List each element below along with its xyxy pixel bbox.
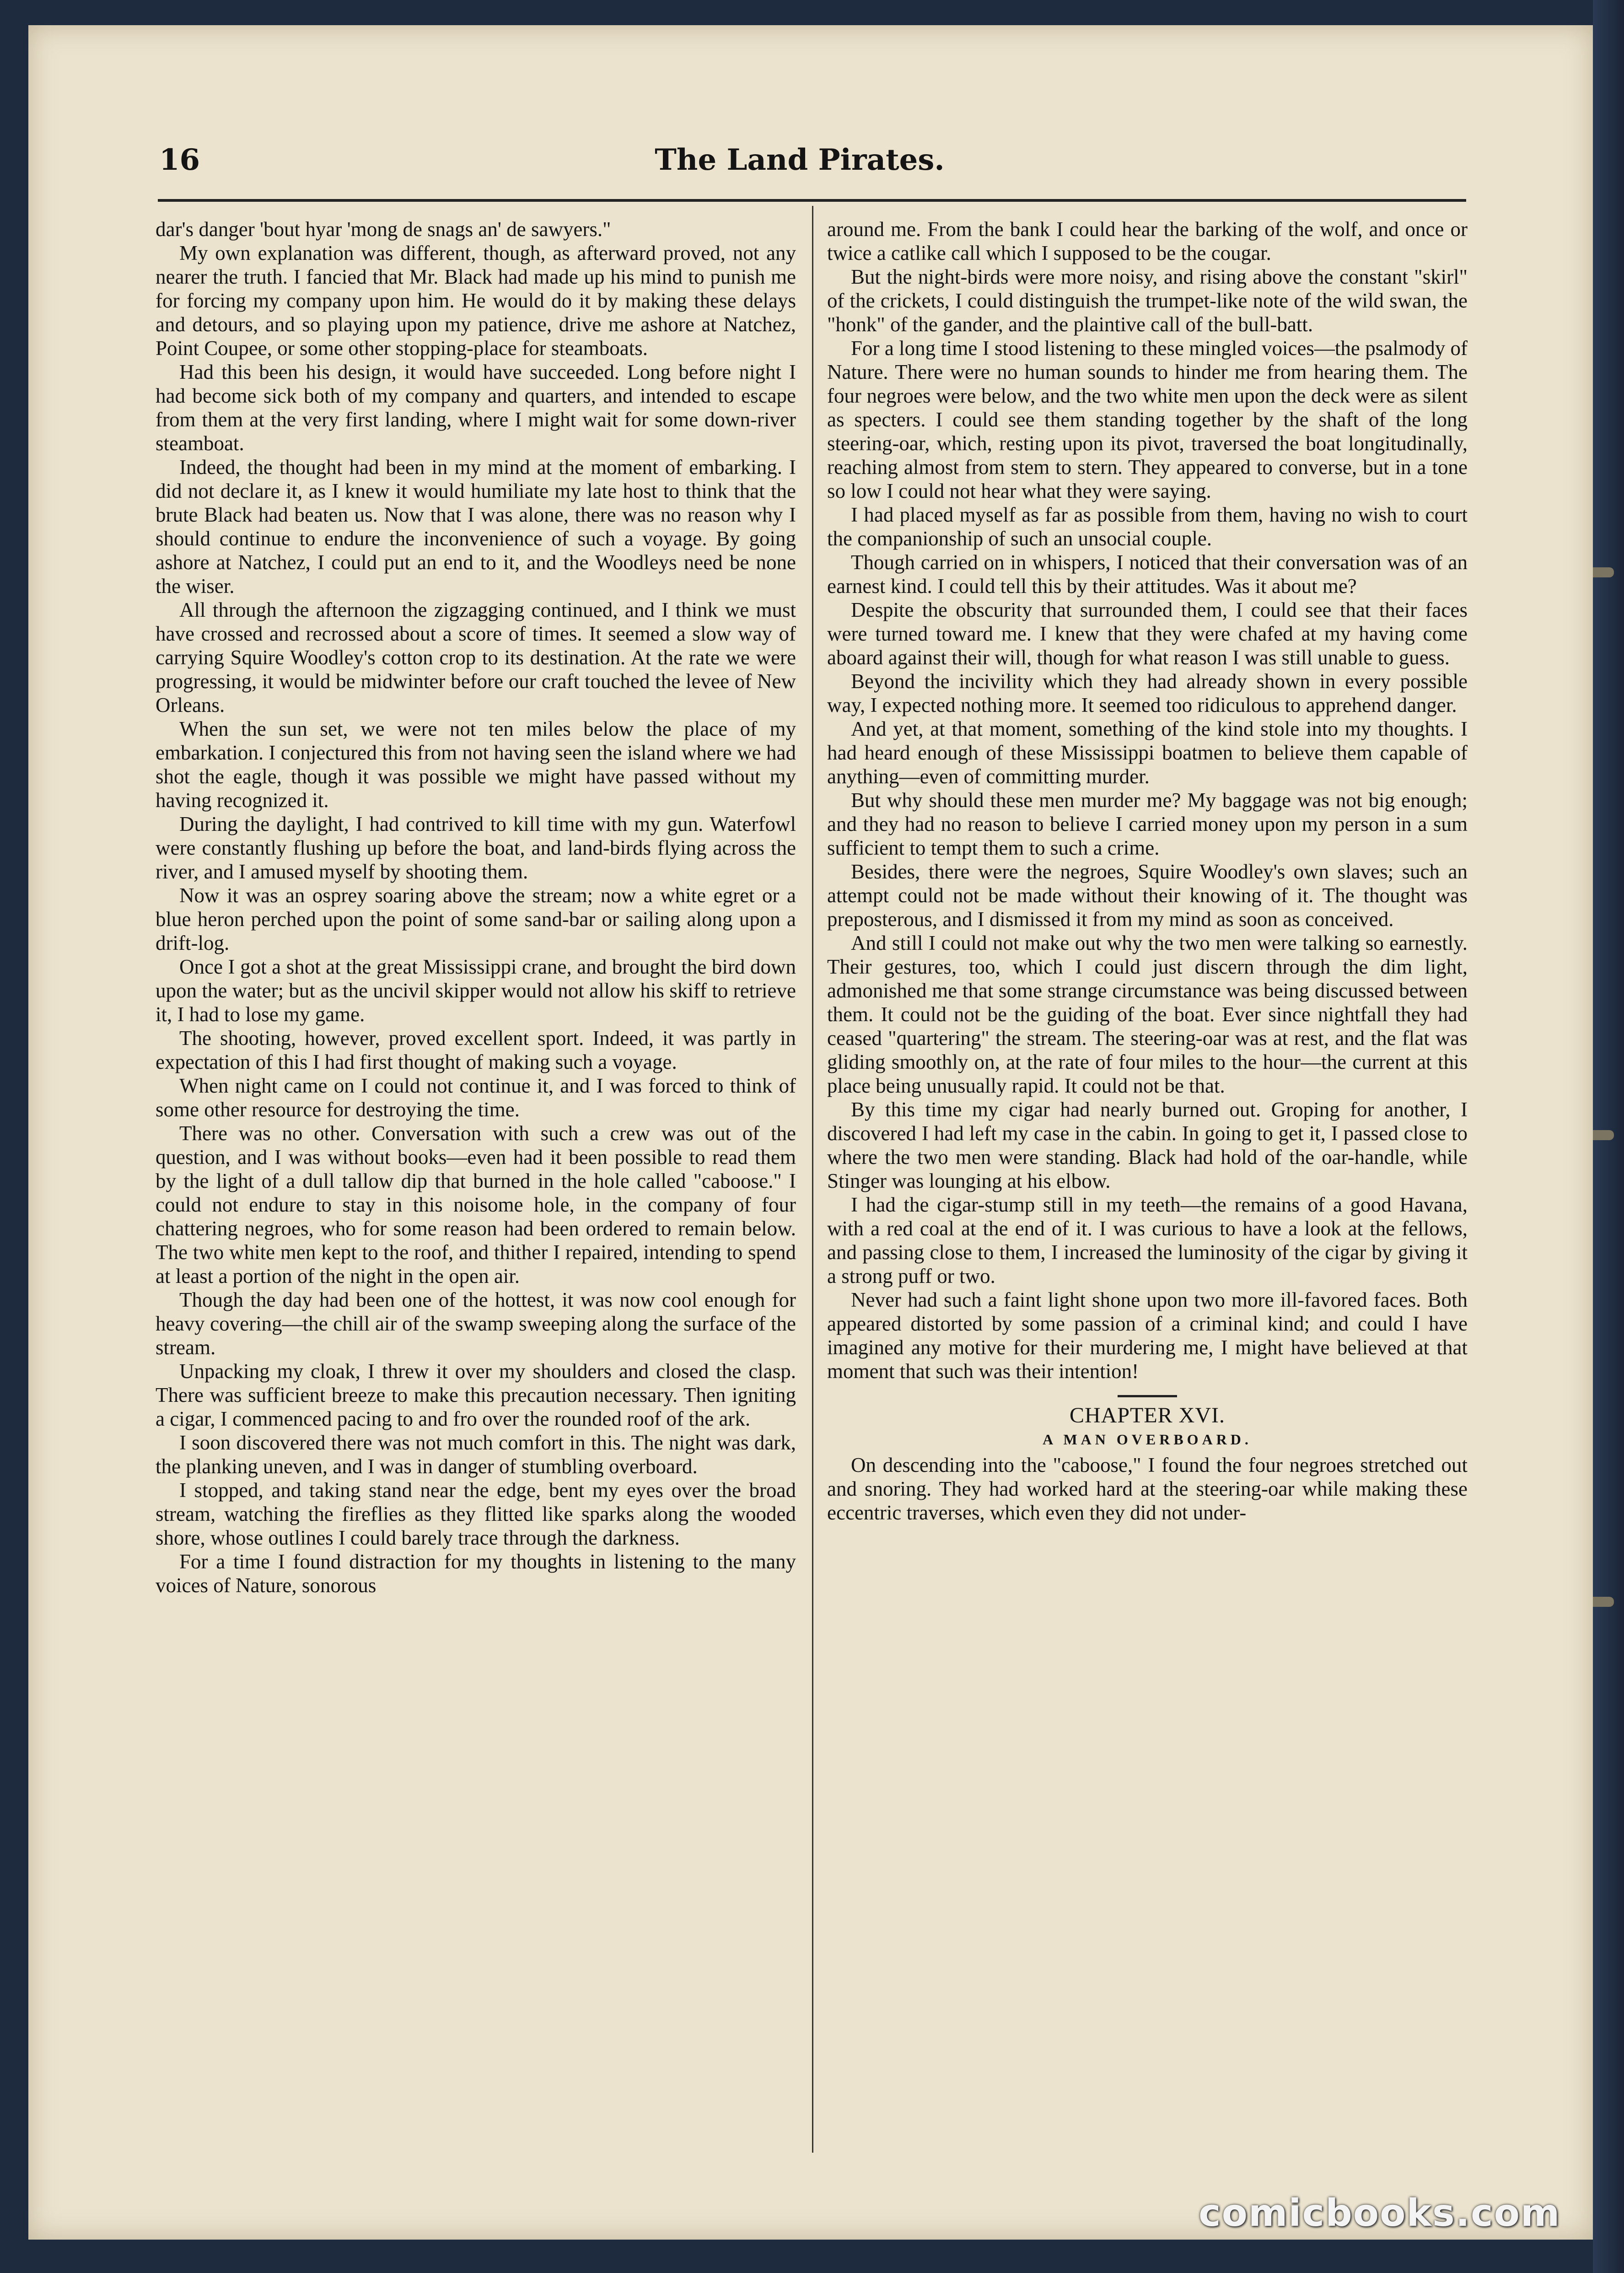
paragraph: Beyond the incivility which they had already shown in every possible way, I expected nothing more. It seemed too ridiculous to apprehend danger.	[827, 670, 1468, 716]
paragraph: All through the afternoon the zigzagging continued, and I think we must have crossed and recrossed about a score of times. It seemed a slow way of carrying Squire Woodley's cotton crop to its destination. At the rate we were progressing, it would be midwinter before our craft touched the levee of New Orleans.	[156, 598, 796, 716]
paragraph: But why should these men murder me? My baggage was not big enough; and they had no reason to believe I carried money upon my person in a sum sufficient to tempt them to such a crime.	[827, 789, 1468, 859]
running-title: The Land Pirates.	[655, 143, 945, 177]
paragraph: dar's danger 'bout hyar 'mong de snags an' de sawyers."	[156, 218, 611, 241]
paragraph: But the night-birds were more noisy, and rising above the constant "skirl" of the crickets, I could distinguish the trumpet-like note of the wild swan, the "honk" of the gander, and the plaintive call of the bull-batt.	[827, 265, 1468, 336]
paragraph: Once I got a shot at the great Mississippi crane, and brought the bird down upon the water; but as the uncivil skipper would not allow his skiff to retrieve it, I had to lose my game.	[156, 955, 796, 1026]
paragraph: Despite the obscurity that surrounded them, I could see that their faces were turned toward me. I knew that they were chafed at my having come aboard against their will, though for what reason I was still unable to guess.	[827, 598, 1468, 669]
paragraph: I stopped, and taking stand near the edge, bent my eyes over the broad stream, watching the fireflies as they flitted like sparks along the wooded shore, whose outlines I could barely trace through the darkness.	[156, 1479, 796, 1549]
paragraph: Though carried on in whispers, I noticed that their conversation was of an earnest kind. I could tell this by their attitudes. Was it about me?	[827, 551, 1468, 598]
paragraph: Indeed, the thought had been in my mind at the moment of embarking. I did not declare it, as I knew it would humiliate my late host to think that the brute Black had beaten us. Now that I was alone, there was no reason why I should continue to endure the inconvenience of such a voyage. By going ashore at Natchez, I could put an end to it, and the Woodleys need be none the wiser.	[156, 456, 796, 598]
paragraph: For a long time I stood listening to these mingled voices—the psalmody of Nature. There were no human sounds to hinder me from hearing them. The four negroes were below, and the two white men upon the deck were as silent as specters. I could see them standing together by the shaft of the long steering-oar, which, resting upon its pivot, traversed the boat longitudinally, reaching almost from stem to stern. They appeared to converse, but in a tone so low I could not hear what they were saying.	[827, 337, 1468, 502]
paragraph: My own explanation was different, though, as afterward proved, not any nearer the truth. I fancied that Mr. Black had made up his mind to punish me for forcing my company upon him. He would do it by making these delays and detours, and so playing upon my patience, drive me ashore at Natchez, Point Coupee, or some other stopping-place for steamboats.	[156, 242, 796, 360]
paragraph: Never had such a faint light shone upon two more ill-favored faces. Both appeared distorted by some passion of a criminal kind; and could I have imagined any motive for their murdering me, I might have believed at that moment that such was their intention!	[827, 1288, 1468, 1383]
paragraph: When night came on I could not continue it, and I was forced to think of some other resource for destroying the time.	[156, 1074, 796, 1121]
paragraph: Though the day had been one of the hottest, it was now cool enough for heavy covering—the chill air of the swamp sweeping along the surface of the stream.	[156, 1288, 796, 1359]
paragraph: When the sun set, we were not ten miles below the place of my embarkation. I conjectured this from not having seen the island where we had shot the eagle, though it was possible we might have passed without my having recognized it.	[156, 717, 796, 812]
column-divider	[812, 206, 813, 2153]
paragraph: Had this been his design, it would have succeeded. Long before night I had become sick both of my company and quarters, and intended to escape from them at the very first landing, where I might wait for some down-river steamboat.	[156, 361, 796, 455]
right-column	[827, 217, 1468, 1524]
page-header	[132, 134, 1468, 189]
paragraph: For a time I found distraction for my thoughts in listening to the many voices of Nature, sonorous	[156, 1550, 796, 1597]
paragraph: Now it was an osprey soaring above the stream; now a white egret or a blue heron perched upon the point of some sand-bar or sailing along upon a drift-log.	[156, 884, 796, 954]
chapter-rule	[1118, 1395, 1177, 1397]
paragraph: around me. From the bank I could hear the barking of the wolf, and once or twice a catlike call which I supposed to be the cougar.	[827, 218, 1468, 264]
paragraph: By this time my cigar had nearly burned out. Groping for another, I discovered I had left my case in the cabin. In going to get it, I passed close to where the two men were standing. Black had hold of the oar-handle, while Stinger was lounging at his elbow.	[827, 1098, 1468, 1192]
paragraph: The shooting, however, proved excellent sport. Indeed, it was partly in expectation of this I had first thought of making such a voyage.	[156, 1027, 796, 1073]
watermark: comicbooks.com	[1199, 2192, 1561, 2235]
paragraph: And yet, at that moment, something of the kind stole into my thoughts. I had heard enough of these Mississippi boatmen to believe them capable of anything—even of committing murder.	[827, 717, 1468, 788]
header-rule	[158, 199, 1466, 202]
paragraph: I had the cigar-stump still in my teeth—the remains of a good Havana, with a red coal at the end of it. I was curious to have a look at the fellows, and passing close to them, I increased the luminosity of the cigar by giving it a strong puff or two.	[827, 1193, 1468, 1287]
page-number: 16	[159, 143, 200, 177]
paragraph: Besides, there were the negroes, Squire Woodley's own slaves; such an attempt could not be made without their knowing of it. The thought was preposterous, and I dismissed it from my mind as soon as conceived.	[827, 860, 1468, 931]
paragraph: There was no other. Conversation with such a crew was out of the question, and I was without books—even had it been possible to read them by the light of a dull tallow dip that burned in the hole called "caboose." I could not endure to stay in this noisome hole, in the company of four chattering negroes, who for some reason had been ordered to remain below. The two white men kept to the roof, and thither I repaired, intending to spend at least a portion of the night in the open air.	[156, 1122, 796, 1287]
paragraph: On descending into the "caboose," I found the four negroes stretched out and snoring. They had worked hard at the steering-oar while making these eccentric traverses, which even they did not under-	[827, 1454, 1468, 1524]
paragraph: During the daylight, I had contrived to kill time with my gun. Waterfowl were constantly flushing up before the boat, and land-birds flying across the river, and I amused myself by shooting them.	[156, 813, 796, 883]
paragraph: And still I could not make out why the two men were talking so earnestly. Their gestures, too, which I could just discern through the dim light, admonished me that some strange circumstance was being discussed between them. It could not be the guiding of the boat. Ever since nightfall they had ceased "quartering" the stream. The steering-oar was at rest, and the flat was gliding smoothly on, at the rate of four miles to the hour—the current at this place being unusually rapid. It could not be that.	[827, 932, 1468, 1097]
paragraph: I soon discovered there was not much comfort in this. The night was dark, the planking uneven, and I was in danger of stumbling overboard.	[156, 1431, 796, 1478]
chapter-title: CHAPTER XVI.	[1069, 1403, 1225, 1427]
paragraph: I had placed myself as far as possible from them, having no wish to court the companionship of such an unsocial couple.	[827, 503, 1468, 550]
chapter-subtitle: A MAN OVERBOARD.	[1043, 1431, 1252, 1448]
left-column	[156, 217, 796, 1597]
paragraph: Unpacking my cloak, I threw it over my shoulders and closed the clasp. There was sufficient breeze to make this precaution necessary. Then igniting a cigar, I commenced pacing to and fro over the rounded roof of the ark.	[156, 1360, 796, 1430]
